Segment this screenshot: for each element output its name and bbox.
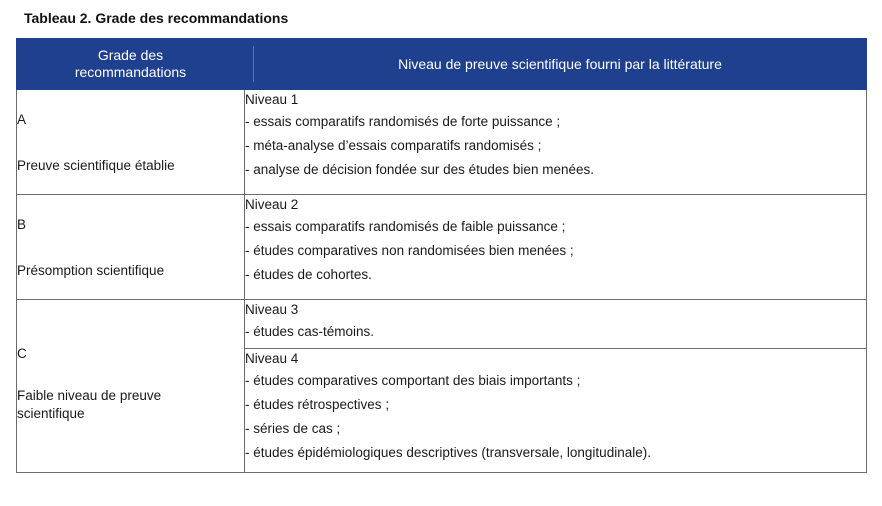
table-row-grade-b xyxy=(17,195,867,300)
level-cell-4 xyxy=(245,349,867,473)
table-title: Tableau 2. Grade des recommandations xyxy=(24,10,289,26)
header-grade-label: Grade des recommandations xyxy=(74,47,187,80)
level-cell-1 xyxy=(245,90,867,195)
grade-description: Faible niveau de preuve scientifique xyxy=(17,388,162,421)
level-title: Niveau 3 xyxy=(245,302,299,317)
level-title: Niveau 4 xyxy=(245,351,299,366)
recommendation-grades-table xyxy=(16,38,867,473)
table-header-row xyxy=(17,39,867,90)
table-row-grade-c xyxy=(17,300,867,349)
level-item: - séries de cas ; xyxy=(245,421,341,436)
grade-cell-a xyxy=(17,90,245,195)
level-item: - analyse de décision fondée sur des études bien menées. xyxy=(245,162,594,177)
level-title: Niveau 1 xyxy=(245,92,299,107)
level-item: - essais comparatifs randomisés de forte puissance ; xyxy=(245,114,561,129)
grade-cell-b xyxy=(17,195,245,300)
header-level-label: Niveau de preuve scientifique fourni par la littérature xyxy=(398,55,722,72)
header-grade xyxy=(17,39,245,90)
level-item: - méta-analyse d’essais comparatifs randomisés ; xyxy=(245,138,542,153)
grade-description: Preuve scientifique établie xyxy=(17,158,175,173)
level-item: - études rétrospectives ; xyxy=(245,397,390,412)
level-title: Niveau 2 xyxy=(245,197,299,212)
level-cell-2 xyxy=(245,195,867,300)
level-item: - études épidémiologiques descriptives (transversale, longitudinale). xyxy=(245,445,651,460)
level-item: - études de cohortes. xyxy=(245,267,372,282)
level-item: - essais comparatifs randomisés de faible puissance ; xyxy=(245,219,566,234)
grade-description: Présomption scientifique xyxy=(17,263,165,278)
level-item: - études comparatives non randomisées bien menées ; xyxy=(245,243,574,258)
level-cell-3 xyxy=(245,300,867,349)
level-item: - études comparatives comportant des biais importants ; xyxy=(245,373,581,388)
level-item: - études cas-témoins. xyxy=(245,324,375,339)
header-level xyxy=(245,39,867,90)
grade-letter: B xyxy=(17,217,27,232)
grade-letter: C xyxy=(17,346,27,361)
grade-cell-c xyxy=(17,300,245,473)
table-row-grade-a xyxy=(17,90,867,195)
grade-letter: A xyxy=(17,112,27,127)
